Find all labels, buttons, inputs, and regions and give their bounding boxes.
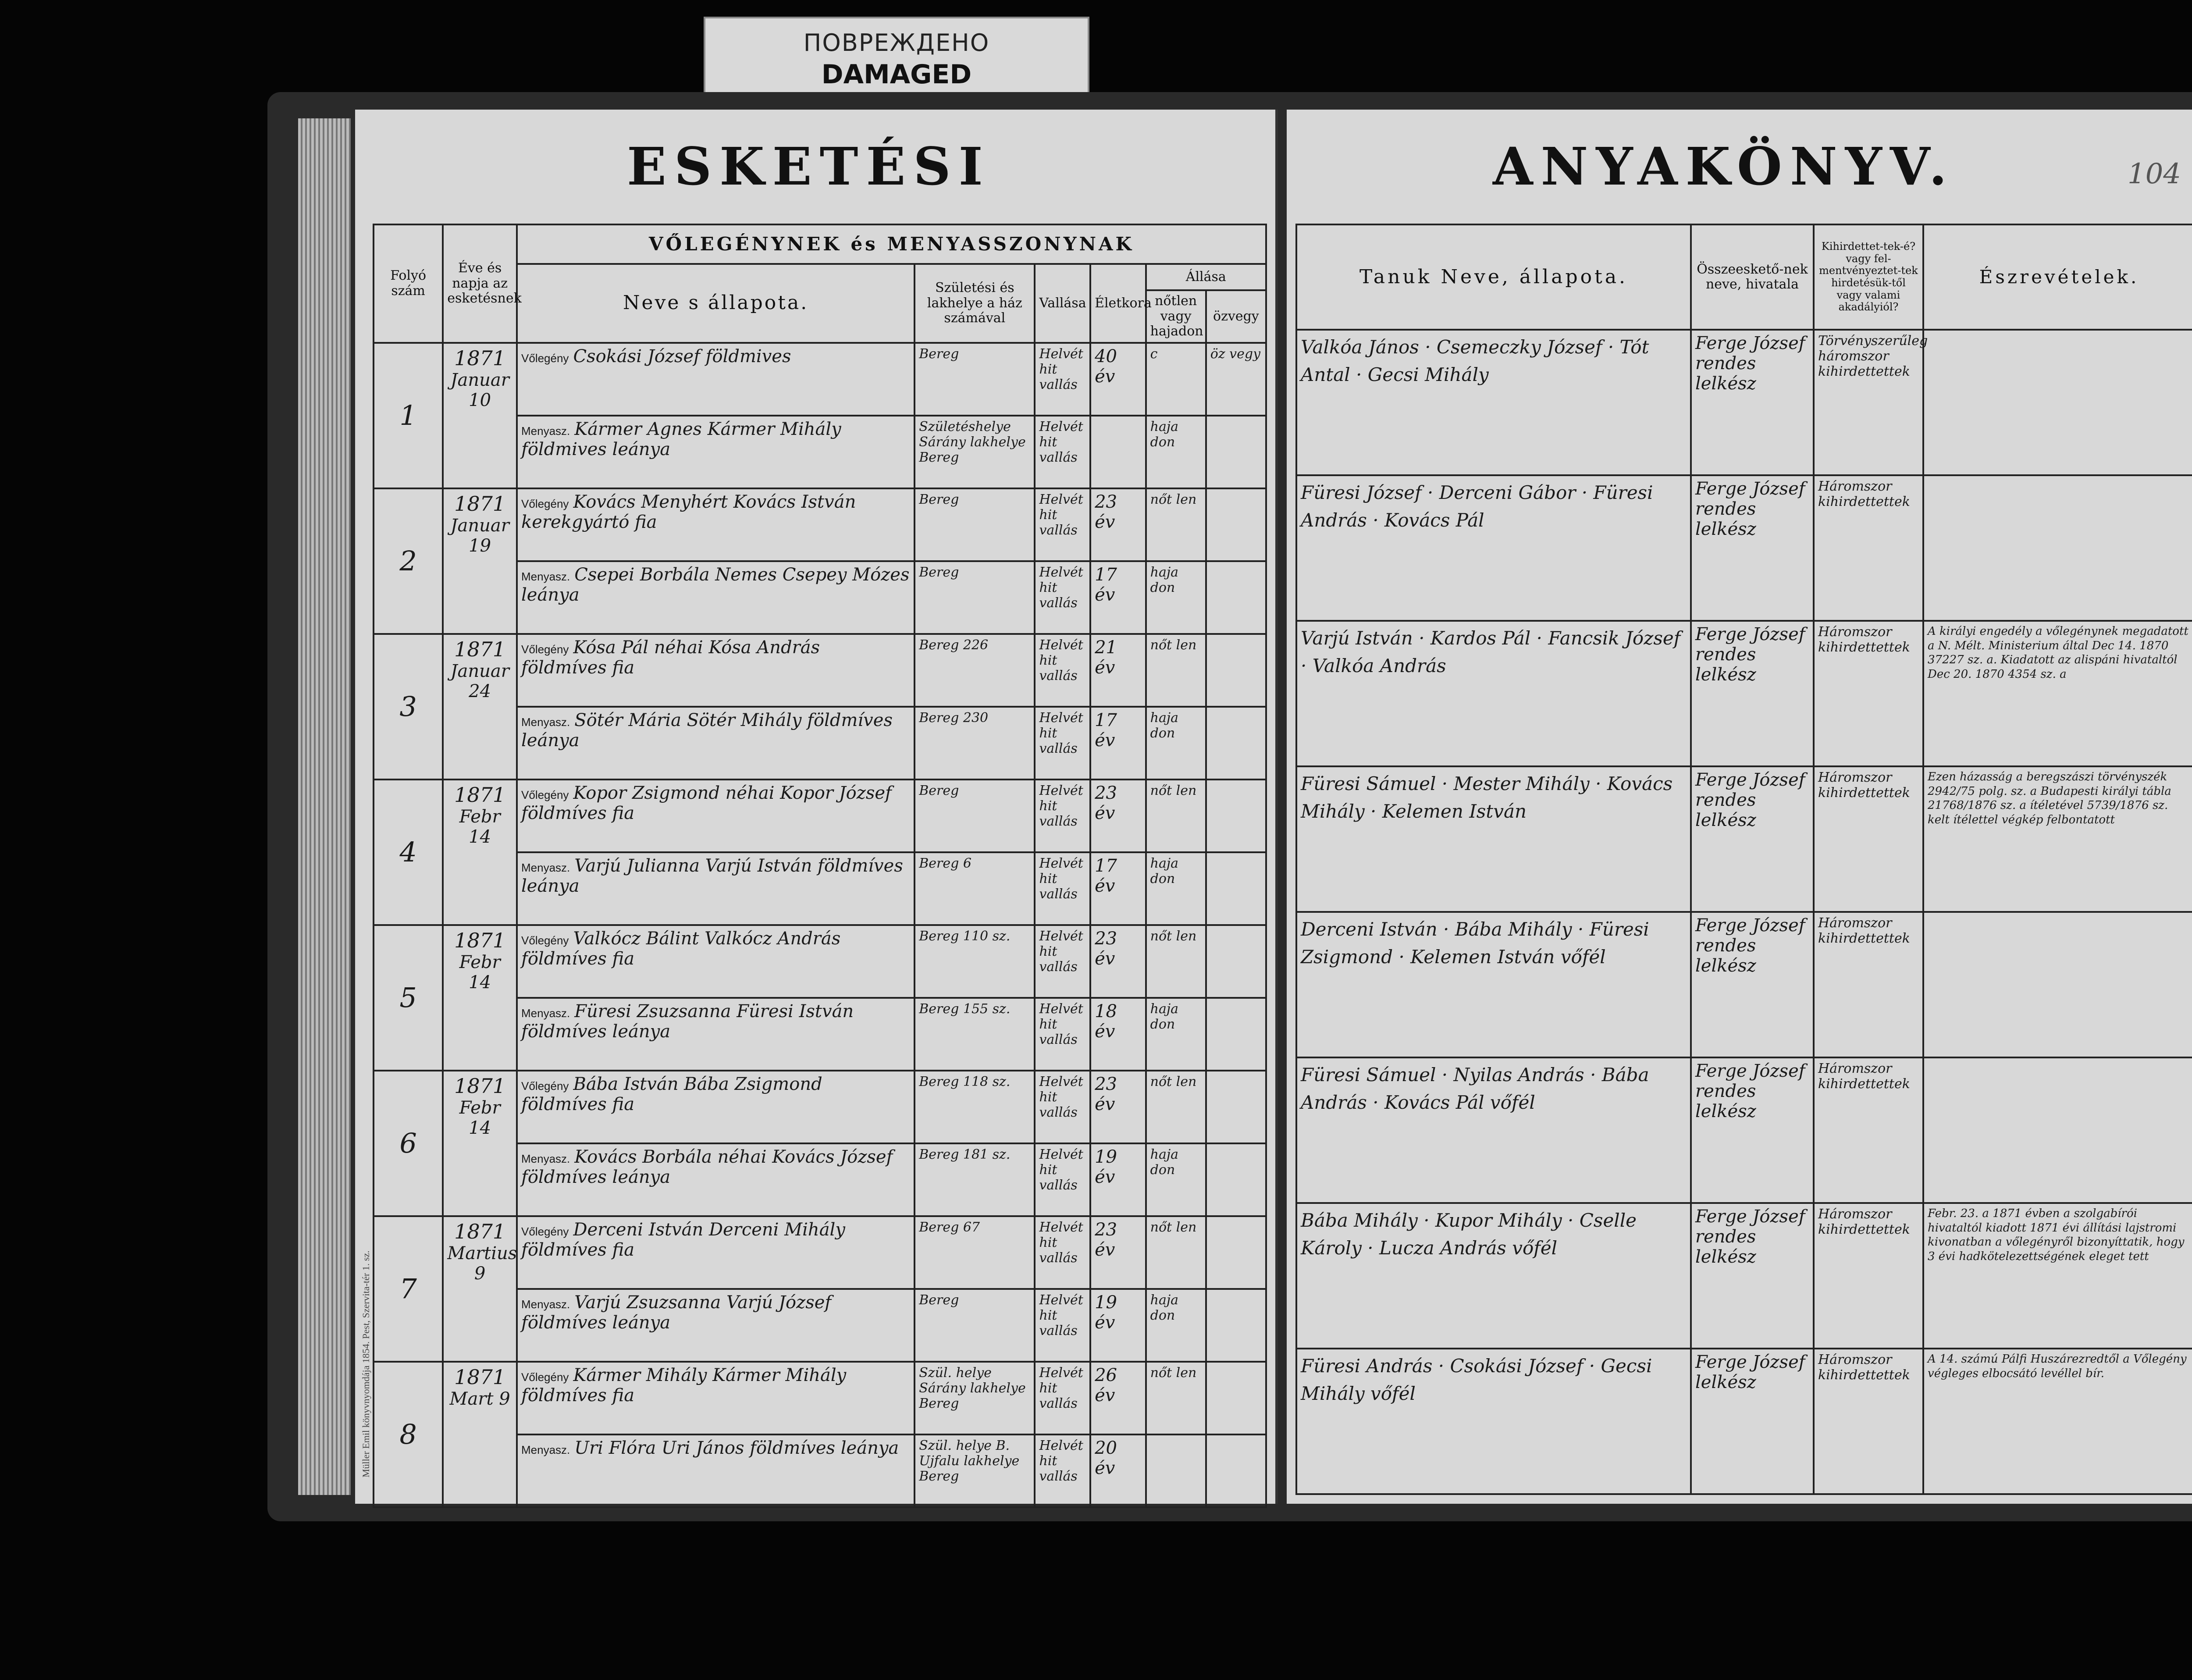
bride-role: Menyasz. [521, 1297, 570, 1311]
entry-year: 1871 [454, 928, 506, 952]
banns: Háromszor kihirdettettek [1814, 621, 1923, 766]
groom-age: 40 év [1090, 343, 1146, 416]
header-eletkora: Életkora [1090, 264, 1146, 343]
groom-widow [1206, 634, 1266, 707]
notes: Febr. 23. a 1871 évben a szolgabírói hivataltól kiadott 1871 évi állítási lajstromi kivonatban a vőlegényről bizonyíttatik, hogy 3 évi hadkötelezettségének eleget tett [1923, 1203, 2192, 1349]
bride-place: Bereg 6 [915, 852, 1035, 925]
entry-date-cell [443, 1071, 517, 1216]
groom-widow [1206, 1362, 1266, 1434]
groom-role: Vőlegény [521, 642, 569, 656]
groom-name-cell [517, 488, 915, 561]
officiant: Ferge József rendes lelkész [1691, 1057, 1814, 1203]
entry-date-cell [443, 343, 517, 488]
entry-right-row [1296, 1203, 2192, 1349]
officiant: Ferge József rendes lelkész [1691, 766, 1814, 912]
groom-widow [1206, 779, 1266, 852]
entry-date-cell [443, 488, 517, 634]
entry-right-row [1296, 1057, 2192, 1203]
header-osszeesketo: Összeeskető-nek neve, hivatala [1691, 224, 1814, 330]
printer-line: Müller Emil könyvnyomdája 1854. Pest, Szervita-tér 1. sz. [360, 1250, 371, 1477]
groom-name-cell [517, 343, 915, 416]
witnesses: Valkóa János · Csemeczky József · Tót Antal · Gecsi Mihály [1296, 330, 1691, 475]
groom-role: Vőlegény [521, 1079, 569, 1093]
bride-religion: Helvét hit vallás [1035, 561, 1090, 634]
groom-status: nőt len [1146, 1216, 1206, 1289]
entry-year: 1871 [454, 346, 506, 370]
left-page-edge [298, 118, 351, 1495]
entry-number: 1 [374, 343, 443, 488]
groom-role: Vőlegény [521, 933, 569, 947]
notes [1923, 330, 2192, 475]
bride-status: haja don [1146, 1143, 1206, 1216]
bride-name-cell [517, 998, 915, 1071]
right-title: ANYAKÖNYV. [1493, 136, 1955, 197]
bride-widow [1206, 1434, 1266, 1507]
bride-place: Bereg 181 sz. [915, 1143, 1035, 1216]
bride-role: Menyasz. [521, 424, 570, 438]
groom-age: 23 év [1090, 488, 1146, 561]
entry-date: Mart 9 [449, 1388, 510, 1409]
bride-widow [1206, 561, 1266, 634]
bride-widow [1206, 852, 1266, 925]
bride-widow [1206, 1289, 1266, 1362]
bride-religion: Helvét hit vallás [1035, 416, 1090, 488]
groom-age: 23 év [1090, 779, 1146, 852]
bride-name: Füresi Zsuzsanna Füresi István földmíves leánya [521, 1001, 854, 1042]
entry-date-cell [443, 1216, 517, 1362]
entry-number: 7 [374, 1216, 443, 1362]
entry-number: 8 [374, 1362, 443, 1507]
bride-place: Bereg [915, 561, 1035, 634]
bride-status: haja don [1146, 707, 1206, 779]
groom-name-cell [517, 925, 915, 998]
banns: Háromszor kihirdettettek [1814, 1349, 1923, 1494]
banns: Háromszor kihirdettettek [1814, 912, 1923, 1057]
header-eve: Éve és napja az esketésnek [443, 224, 517, 343]
bride-name-cell [517, 416, 915, 488]
bride-religion: Helvét hit vallás [1035, 852, 1090, 925]
bride-place: Bereg 230 [915, 707, 1035, 779]
page-number: 104 [2127, 158, 2181, 190]
right-page [1287, 110, 2192, 1504]
witnesses: Varjú István · Kardos Pál · Fancsik József · Valkóa András [1296, 621, 1691, 766]
groom-status: nőt len [1146, 634, 1206, 707]
groom-name: Csokási József földmives [573, 346, 791, 367]
groom-name-cell [517, 1071, 915, 1143]
entry-right-row [1296, 766, 2192, 912]
entry-groom-row [374, 488, 1266, 561]
bride-age: 17 év [1090, 852, 1146, 925]
groom-status: c [1146, 343, 1206, 416]
groom-name: Derceni István Derceni Mihály földmíves fia [521, 1219, 845, 1260]
groom-age: 21 év [1090, 634, 1146, 707]
groom-name-cell [517, 634, 915, 707]
header-notlen: nőtlen vagy hajadon [1146, 290, 1206, 343]
groom-name: Valkócz Bálint Valkócz András földmíves fia [521, 928, 841, 969]
entry-year: 1871 [454, 783, 506, 807]
groom-widow [1206, 925, 1266, 998]
header-ozvegy: özvegy [1206, 290, 1266, 343]
header-eszrevetelek: Észrevételek. [1923, 224, 2192, 330]
entry-year: 1871 [454, 1074, 506, 1098]
bride-name: Varjú Julianna Varjú István földmíves leánya [521, 855, 903, 896]
groom-name: Kovács Menyhért Kovács István kerekgyártó fia [521, 491, 856, 532]
notes: A királyi engedély a vőlegénynek megadatott a N. Mélt. Ministerium által Dec 14. 1870 37227 sz. a. Kiadatott az alispáni hivataltól Dec 20. 1870 4354 sz. a [1923, 621, 2192, 766]
bride-name-cell [517, 1143, 915, 1216]
bride-role: Menyasz. [521, 1443, 570, 1456]
header-group: VŐLEGÉNYNEK és MENYASSZONYNAK [517, 224, 1266, 264]
bride-place: Bereg 155 sz. [915, 998, 1035, 1071]
bride-age: 18 év [1090, 998, 1146, 1071]
entry-date-cell [443, 925, 517, 1071]
header-tanuk: Tanuk Neve, állapota. [1296, 224, 1691, 330]
entry-groom-row [374, 634, 1266, 707]
header-szuletesi: Születési és lakhelye a ház számával [915, 264, 1035, 343]
groom-place: Bereg [915, 779, 1035, 852]
bride-religion: Helvét hit vallás [1035, 1143, 1090, 1216]
bride-widow [1206, 998, 1266, 1071]
entry-number: 2 [374, 488, 443, 634]
header-folyo: Folyó szám [374, 224, 443, 343]
groom-status: nőt len [1146, 779, 1206, 852]
bride-age: 17 év [1090, 561, 1146, 634]
entry-date: Febr 14 [459, 952, 501, 993]
groom-widow [1206, 1071, 1266, 1143]
bride-role: Menyasz. [521, 1006, 570, 1020]
witnesses: Derceni István · Bába Mihály · Füresi Zsigmond · Kelemen István vőfél [1296, 912, 1691, 1057]
witnesses: Bába Mihály · Kupor Mihály · Cselle Károly · Lucza András vőfél [1296, 1203, 1691, 1349]
entry-year: 1871 [454, 637, 506, 661]
groom-age: 23 év [1090, 1216, 1146, 1289]
bride-role: Menyasz. [521, 569, 570, 583]
bride-age: 17 év [1090, 707, 1146, 779]
groom-name: Bába István Bába Zsigmond földmíves fia [521, 1074, 822, 1114]
entry-date-cell [443, 779, 517, 925]
groom-name-cell [517, 1362, 915, 1434]
bride-widow [1206, 416, 1266, 488]
groom-age: 23 év [1090, 1071, 1146, 1143]
bride-name: Kovács Borbála néhai Kovács József földmíves leánya [521, 1146, 893, 1187]
right-table-body [1296, 330, 2192, 1494]
entry-number: 3 [374, 634, 443, 779]
entry-groom-row [374, 779, 1266, 852]
groom-religion: Helvét hit vallás [1035, 1071, 1090, 1143]
bride-name: Uri Flóra Uri János földmíves leánya [574, 1438, 899, 1458]
left-title: ESKETÉSI [627, 136, 991, 197]
bride-status: haja don [1146, 561, 1206, 634]
groom-role: Vőlegény [521, 1224, 569, 1238]
header-neve: Neve s állapota. [517, 264, 915, 343]
groom-role: Vőlegény [521, 788, 569, 801]
groom-name: Kármer Mihály Kármer Mihály földmíves fia [521, 1365, 847, 1406]
bride-name: Csepei Borbála Nemes Csepey Mózes leánya [521, 564, 910, 605]
bride-role: Menyasz. [521, 1152, 570, 1165]
bride-status: haja don [1146, 416, 1206, 488]
bride-religion: Helvét hit vallás [1035, 1289, 1090, 1362]
entry-groom-row [374, 1362, 1266, 1434]
witnesses: Füresi Sámuel · Nyilas András · Bába András · Kovács Pál vőfél [1296, 1057, 1691, 1203]
groom-name: Kopor Zsigmond néhai Kopor József földmíves fia [521, 783, 892, 823]
bride-name-cell [517, 707, 915, 779]
open-register-book [267, 92, 2192, 1521]
officiant: Ferge József rendes lelkész [1691, 1203, 1814, 1349]
officiant: Ferge József rendes lelkész [1691, 912, 1814, 1057]
groom-status: nőt len [1146, 1362, 1206, 1434]
entry-date: Januar 19 [450, 515, 509, 556]
banns: Háromszor kihirdettettek [1814, 1057, 1923, 1203]
entry-year: 1871 [454, 1219, 506, 1243]
notes: A 14. számú Pálfi Huszárezredtől a Vőlegény végleges elbocsátó levéllel bír. [1923, 1349, 2192, 1494]
bride-place: Bereg [915, 1289, 1035, 1362]
entry-date: Januar 10 [450, 370, 509, 410]
marriage-table-left [373, 224, 1267, 1508]
banns: Háromszor kihirdettettek [1814, 1203, 1923, 1349]
damaged-label-ru: ПОВРЕЖДЕНО [803, 29, 990, 57]
bride-place: Szül. helye B. Ujfalu lakhelye Bereg [915, 1434, 1035, 1507]
groom-name-cell [517, 779, 915, 852]
groom-role: Vőlegény [521, 1370, 569, 1384]
bride-name: Varjú Zsuzsanna Varjú József földmíves leánya [521, 1292, 832, 1333]
bride-age [1090, 416, 1146, 488]
left-page [355, 110, 1278, 1504]
groom-religion: Helvét hit vallás [1035, 343, 1090, 416]
entry-number: 4 [374, 779, 443, 925]
entry-date-cell [443, 634, 517, 779]
entry-groom-row [374, 1071, 1266, 1143]
groom-place: Bereg [915, 488, 1035, 561]
bride-age: 19 év [1090, 1143, 1146, 1216]
groom-place: Bereg [915, 343, 1035, 416]
banns: Törvényszerűleg háromszor kihirdettettek [1814, 330, 1923, 475]
entry-number: 6 [374, 1071, 443, 1216]
bride-religion: Helvét hit vallás [1035, 707, 1090, 779]
entry-number: 5 [374, 925, 443, 1071]
groom-role: Vőlegény [521, 497, 569, 510]
entry-right-row [1296, 621, 2192, 766]
bride-religion: Helvét hit vallás [1035, 998, 1090, 1071]
officiant: Ferge József rendes lelkész [1691, 330, 1814, 475]
groom-place: Bereg 226 [915, 634, 1035, 707]
marriage-table-right [1295, 224, 2192, 1495]
groom-religion: Helvét hit vallás [1035, 634, 1090, 707]
bride-name-cell [517, 1434, 915, 1507]
damaged-label-en: DAMAGED [821, 59, 972, 90]
groom-religion: Helvét hit vallás [1035, 779, 1090, 852]
groom-place: Szül. helye Sárány lakhelye Bereg [915, 1362, 1035, 1434]
banns: Háromszor kihirdettettek [1814, 766, 1923, 912]
witnesses: Füresi József · Derceni Gábor · Füresi András · Kovács Pál [1296, 475, 1691, 621]
entry-date: Januar 24 [450, 661, 509, 701]
witnesses: Füresi Sámuel · Mester Mihály · Kovács Mihály · Kelemen István [1296, 766, 1691, 912]
officiant: Ferge József rendes lelkész [1691, 475, 1814, 621]
bride-name-cell [517, 1289, 915, 1362]
groom-age: 23 év [1090, 925, 1146, 998]
entry-year: 1871 [454, 1365, 506, 1389]
groom-widow [1206, 1216, 1266, 1289]
groom-status: nőt len [1146, 925, 1206, 998]
groom-religion: Helvét hit vallás [1035, 488, 1090, 561]
witnesses: Füresi András · Csokási József · Gecsi Mihály vőfél [1296, 1349, 1691, 1494]
groom-religion: Helvét hit vallás [1035, 1362, 1090, 1434]
bride-status: haja don [1146, 998, 1206, 1071]
entry-groom-row [374, 1216, 1266, 1289]
groom-role: Vőlegény [521, 351, 569, 365]
bride-religion: Helvét hit vallás [1035, 1434, 1090, 1507]
bride-status: haja don [1146, 852, 1206, 925]
groom-place: Bereg 118 sz. [915, 1071, 1035, 1143]
groom-name-cell [517, 1216, 915, 1289]
entry-groom-row [374, 925, 1266, 998]
entry-date-cell [443, 1362, 517, 1507]
entry-date: Martius 9 [447, 1243, 517, 1284]
damaged-label [704, 17, 1089, 100]
bride-age: 20 év [1090, 1434, 1146, 1507]
header-kihirdet: Kihirdettet-tek-é? vagy fel-mentvényeztet-tek hirdetésük-től vagy valami akadályiól? [1814, 224, 1923, 330]
groom-age: 26 év [1090, 1362, 1146, 1434]
banns: Háromszor kihirdettettek [1814, 475, 1923, 621]
groom-religion: Helvét hit vallás [1035, 1216, 1090, 1289]
header-vallasa: Vallása [1035, 264, 1090, 343]
officiant: Ferge József lelkész [1691, 1349, 1814, 1494]
entry-groom-row [374, 343, 1266, 416]
left-table-body [374, 343, 1266, 1507]
entry-date: Febr 14 [459, 806, 501, 847]
groom-name: Kósa Pál néhai Kósa András földmíves fia [521, 637, 820, 678]
bride-role: Menyasz. [521, 715, 570, 729]
notes [1923, 912, 2192, 1057]
groom-widow [1206, 488, 1266, 561]
bride-status [1146, 1434, 1206, 1507]
entry-right-row [1296, 330, 2192, 475]
groom-religion: Helvét hit vallás [1035, 925, 1090, 998]
bride-widow [1206, 1143, 1266, 1216]
groom-status: nőt len [1146, 1071, 1206, 1143]
bride-place: Születéshelye Sárány lakhelye Bereg [915, 416, 1035, 488]
bride-name-cell [517, 561, 915, 634]
entry-right-row [1296, 912, 2192, 1057]
notes [1923, 475, 2192, 621]
bride-age: 19 év [1090, 1289, 1146, 1362]
entry-right-row [1296, 475, 2192, 621]
groom-widow: öz vegy [1206, 343, 1266, 416]
bride-role: Menyasz. [521, 861, 570, 874]
groom-place: Bereg 67 [915, 1216, 1035, 1289]
entry-right-row [1296, 1349, 2192, 1494]
bride-name: Sötér Mária Sötér Mihály földmíves leánya [521, 710, 893, 751]
groom-status: nőt len [1146, 488, 1206, 561]
bride-name-cell [517, 852, 915, 925]
entry-year: 1871 [454, 491, 506, 516]
notes [1923, 1057, 2192, 1203]
bride-name: Kármer Agnes Kármer Mihály földmives leánya [521, 419, 841, 459]
officiant: Ferge József rendes lelkész [1691, 621, 1814, 766]
bride-status: haja don [1146, 1289, 1206, 1362]
header-allasa: Állása [1146, 264, 1266, 290]
entry-date: Febr 14 [459, 1097, 501, 1138]
groom-place: Bereg 110 sz. [915, 925, 1035, 998]
bride-widow [1206, 707, 1266, 779]
notes: Ezen házasság a beregszászi törvényszék 2942/75 polg. sz. a Budapesti királyi tábla 21768/1876 sz. a ítéletével 5739/1876 sz. kelt ítélettel végkép felbontatott [1923, 766, 2192, 912]
